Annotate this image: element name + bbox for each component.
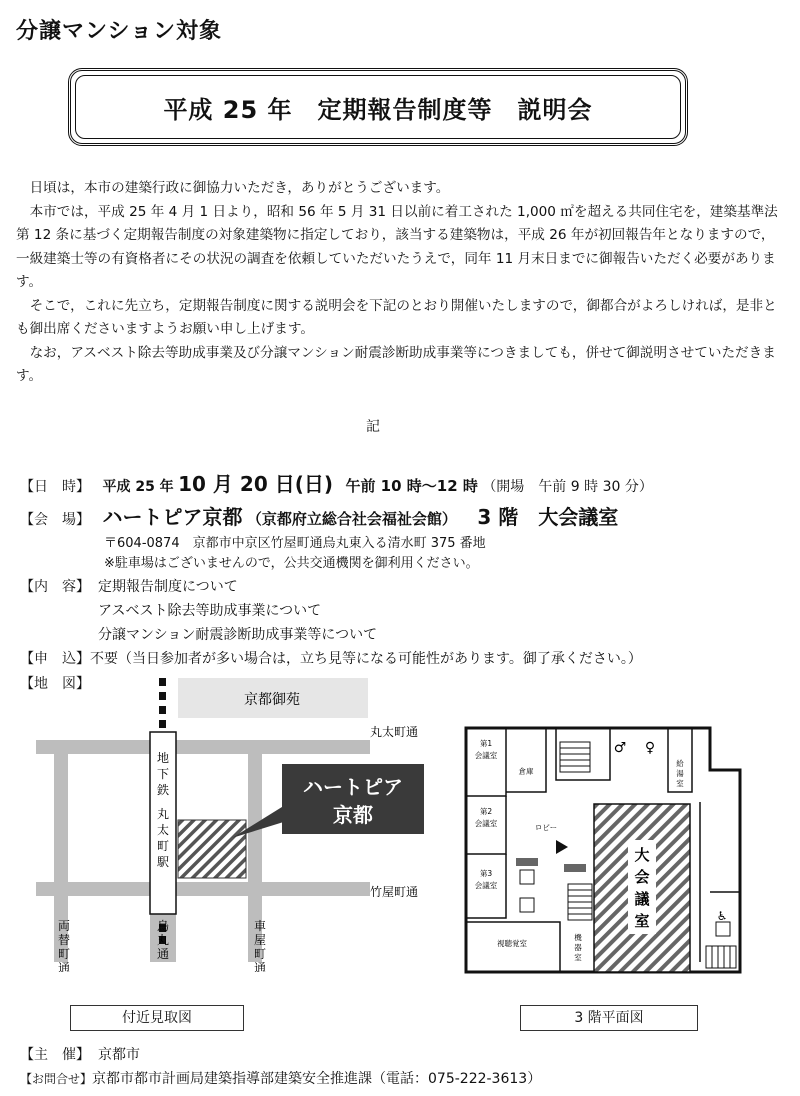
svg-text:通: 通: [57, 961, 71, 972]
svg-text:会議室: 会議室: [474, 881, 498, 890]
svg-text:室: 室: [634, 912, 650, 930]
marutamachi-label: 丸太町通: [370, 725, 419, 739]
date-day: 10 月 20 日(日): [178, 472, 333, 496]
takeyamachi-label: 竹屋町通: [370, 885, 419, 899]
venue-name: ハートピア京都: [102, 505, 243, 529]
contact-row: [20, 1068, 541, 1088]
takeyamachi-road: [36, 882, 370, 896]
venue-row: [20, 501, 618, 530]
intro-text: [16, 177, 786, 389]
svg-text:下: 下: [156, 767, 170, 781]
svg-text:通: 通: [253, 961, 267, 972]
floor-plan: [460, 722, 750, 980]
contact-label: 【お問合せ】: [20, 1072, 93, 1086]
room2-label: 第2: [479, 807, 493, 816]
svg-text:機: 機: [574, 933, 582, 942]
title-box: [68, 68, 688, 146]
gosho-label: 京都御苑: [244, 692, 300, 708]
av-room-label: 視聴覚室: [497, 939, 527, 948]
audience-header: 分譲マンション対象: [16, 19, 223, 44]
toilet-icon: [520, 870, 534, 884]
page-title: 平成 25 年 定期報告制度等 説明会: [163, 95, 593, 124]
svg-text:ハートピア: ハートピア: [303, 775, 403, 799]
room3-label: 第3: [479, 869, 493, 878]
venue-address: 〒604-0874 京都市中京区竹屋町通烏丸東入る清水町 375 番地: [104, 536, 486, 551]
svg-text:町: 町: [57, 947, 71, 961]
machine-room-label: [574, 932, 582, 962]
station-label: [156, 750, 169, 869]
toilet-icon: [716, 922, 730, 936]
svg-text:器: 器: [574, 943, 582, 952]
content-item: 分譲マンション耐震診断助成事業等について: [98, 627, 378, 643]
svg-text:京都: 京都: [333, 803, 373, 827]
elevator: [516, 858, 538, 866]
apply-text: 不要（当日参加者が多い場合は，立ち見等になる可能性があります。御了承ください。）: [90, 651, 642, 667]
venue-site: [178, 820, 246, 878]
svg-text:大: 大: [634, 846, 650, 864]
organizer-row: [20, 1044, 140, 1064]
date-time: 午前 10 時～12 時: [345, 477, 478, 495]
svg-text:会: 会: [634, 868, 650, 886]
accessible-icon: ♿: [716, 909, 728, 923]
apply-row: [20, 648, 642, 668]
floor-caption: 3 階平面図: [520, 1005, 698, 1031]
date-open: （開場 午前 9 時 30 分）: [482, 479, 653, 495]
date-label: 【日 時】: [20, 479, 90, 495]
apply-label: 【申 込】: [20, 651, 90, 667]
svg-text:地: 地: [156, 751, 170, 765]
svg-text:議: 議: [634, 890, 650, 908]
svg-text:丸: 丸: [156, 807, 170, 821]
svg-text:町: 町: [156, 839, 170, 853]
ki-mark: 記: [366, 419, 380, 435]
svg-text:町: 町: [253, 947, 267, 961]
svg-text:室: 室: [574, 953, 582, 962]
svg-text:太: 太: [156, 823, 170, 837]
storage-label: 倉庫: [518, 767, 534, 776]
women-icon: ♀: [644, 740, 656, 756]
toilet-icon: [520, 898, 534, 912]
kurumaya-label: [254, 919, 266, 972]
svg-text:会議室: 会議室: [474, 751, 498, 760]
contact-text: 京都市都市計画局建築指導部建築安全推進課（電話：075-222-3613）: [92, 1071, 542, 1087]
intro-paragraph: 日頃は，本市の建築行政に御協力いただき，ありがとうございます。: [29, 180, 450, 196]
entrance-arrow: [556, 840, 568, 854]
elevator: [564, 864, 586, 872]
date-row: [20, 468, 653, 497]
content-item: 定期報告制度について: [98, 579, 238, 595]
marutamachi-road: [36, 740, 370, 754]
venue-label: 【会 場】: [20, 512, 90, 528]
content-item: アスベスト除去等助成事業について: [98, 603, 322, 619]
map-caption: 付近見取図: [70, 1005, 244, 1031]
kyuto-label: [676, 758, 684, 788]
svg-text:室: 室: [676, 779, 684, 788]
svg-text:湯: 湯: [676, 769, 684, 778]
venue-note: ※駐車場はございませんので，公共交通機関を御利用ください。: [104, 556, 479, 571]
svg-text:車: 車: [253, 919, 267, 933]
intro-paragraph: なお，アスベスト除去等助成事業及び分譲マンション耐震診断助成事業等につきましても，併せて御説明させていただきます。: [16, 344, 776, 384]
venue-room: 3 階 大会議室: [477, 505, 619, 529]
lobby-label: ロビー: [534, 823, 558, 832]
intro-paragraph: そこで，これに先立ち，定期報告制度に関する説明会を下記のとおり開催いたしますので，御都合がよろしければ，是非とも御出席くださいますようお願い申し上げます。: [16, 297, 777, 337]
svg-text:両: 両: [57, 919, 71, 933]
ryogaemachi-label: [58, 919, 70, 972]
content-label: 【内 容】: [20, 579, 90, 595]
men-icon: ♂: [613, 740, 627, 756]
svg-text:通: 通: [156, 947, 170, 961]
map-label: 【地 図】: [20, 676, 90, 692]
date-era: 平成 25 年: [102, 479, 174, 495]
svg-text:鉄: 鉄: [156, 783, 170, 797]
venue-org: （京都府立総合社会福祉会館）: [246, 510, 457, 528]
svg-text:会議室: 会議室: [474, 819, 498, 828]
svg-text:丸: 丸: [156, 933, 170, 947]
svg-text:烏: 烏: [156, 919, 170, 933]
organizer-text: 京都市: [98, 1047, 140, 1063]
room1-label: 第1: [479, 739, 493, 748]
svg-text:給: 給: [676, 759, 684, 768]
area-map: [0, 672, 450, 972]
karasuma-label: [157, 919, 169, 961]
svg-text:駅: 駅: [156, 855, 170, 869]
svg-text:屋: 屋: [253, 933, 267, 947]
svg-text:替: 替: [57, 933, 71, 947]
organizer-label: 【主 催】: [20, 1047, 90, 1063]
intro-paragraph: 本市では，平成 25 年 4 月 1 日より，昭和 56 年 5 月 31 日以前に着工された 1,000 ㎡を超える共同住宅を，建築基準法第 12 条に基づく定期報告制度の対象建築物に指定しており，該当する建築物は，平成 26 年が初回報告年となりますので，一級建築士等の有資格者にその状況の調査を依頼していただいたうえで，同年 11 月末日までに御報告いただく必要があります。: [16, 203, 778, 290]
